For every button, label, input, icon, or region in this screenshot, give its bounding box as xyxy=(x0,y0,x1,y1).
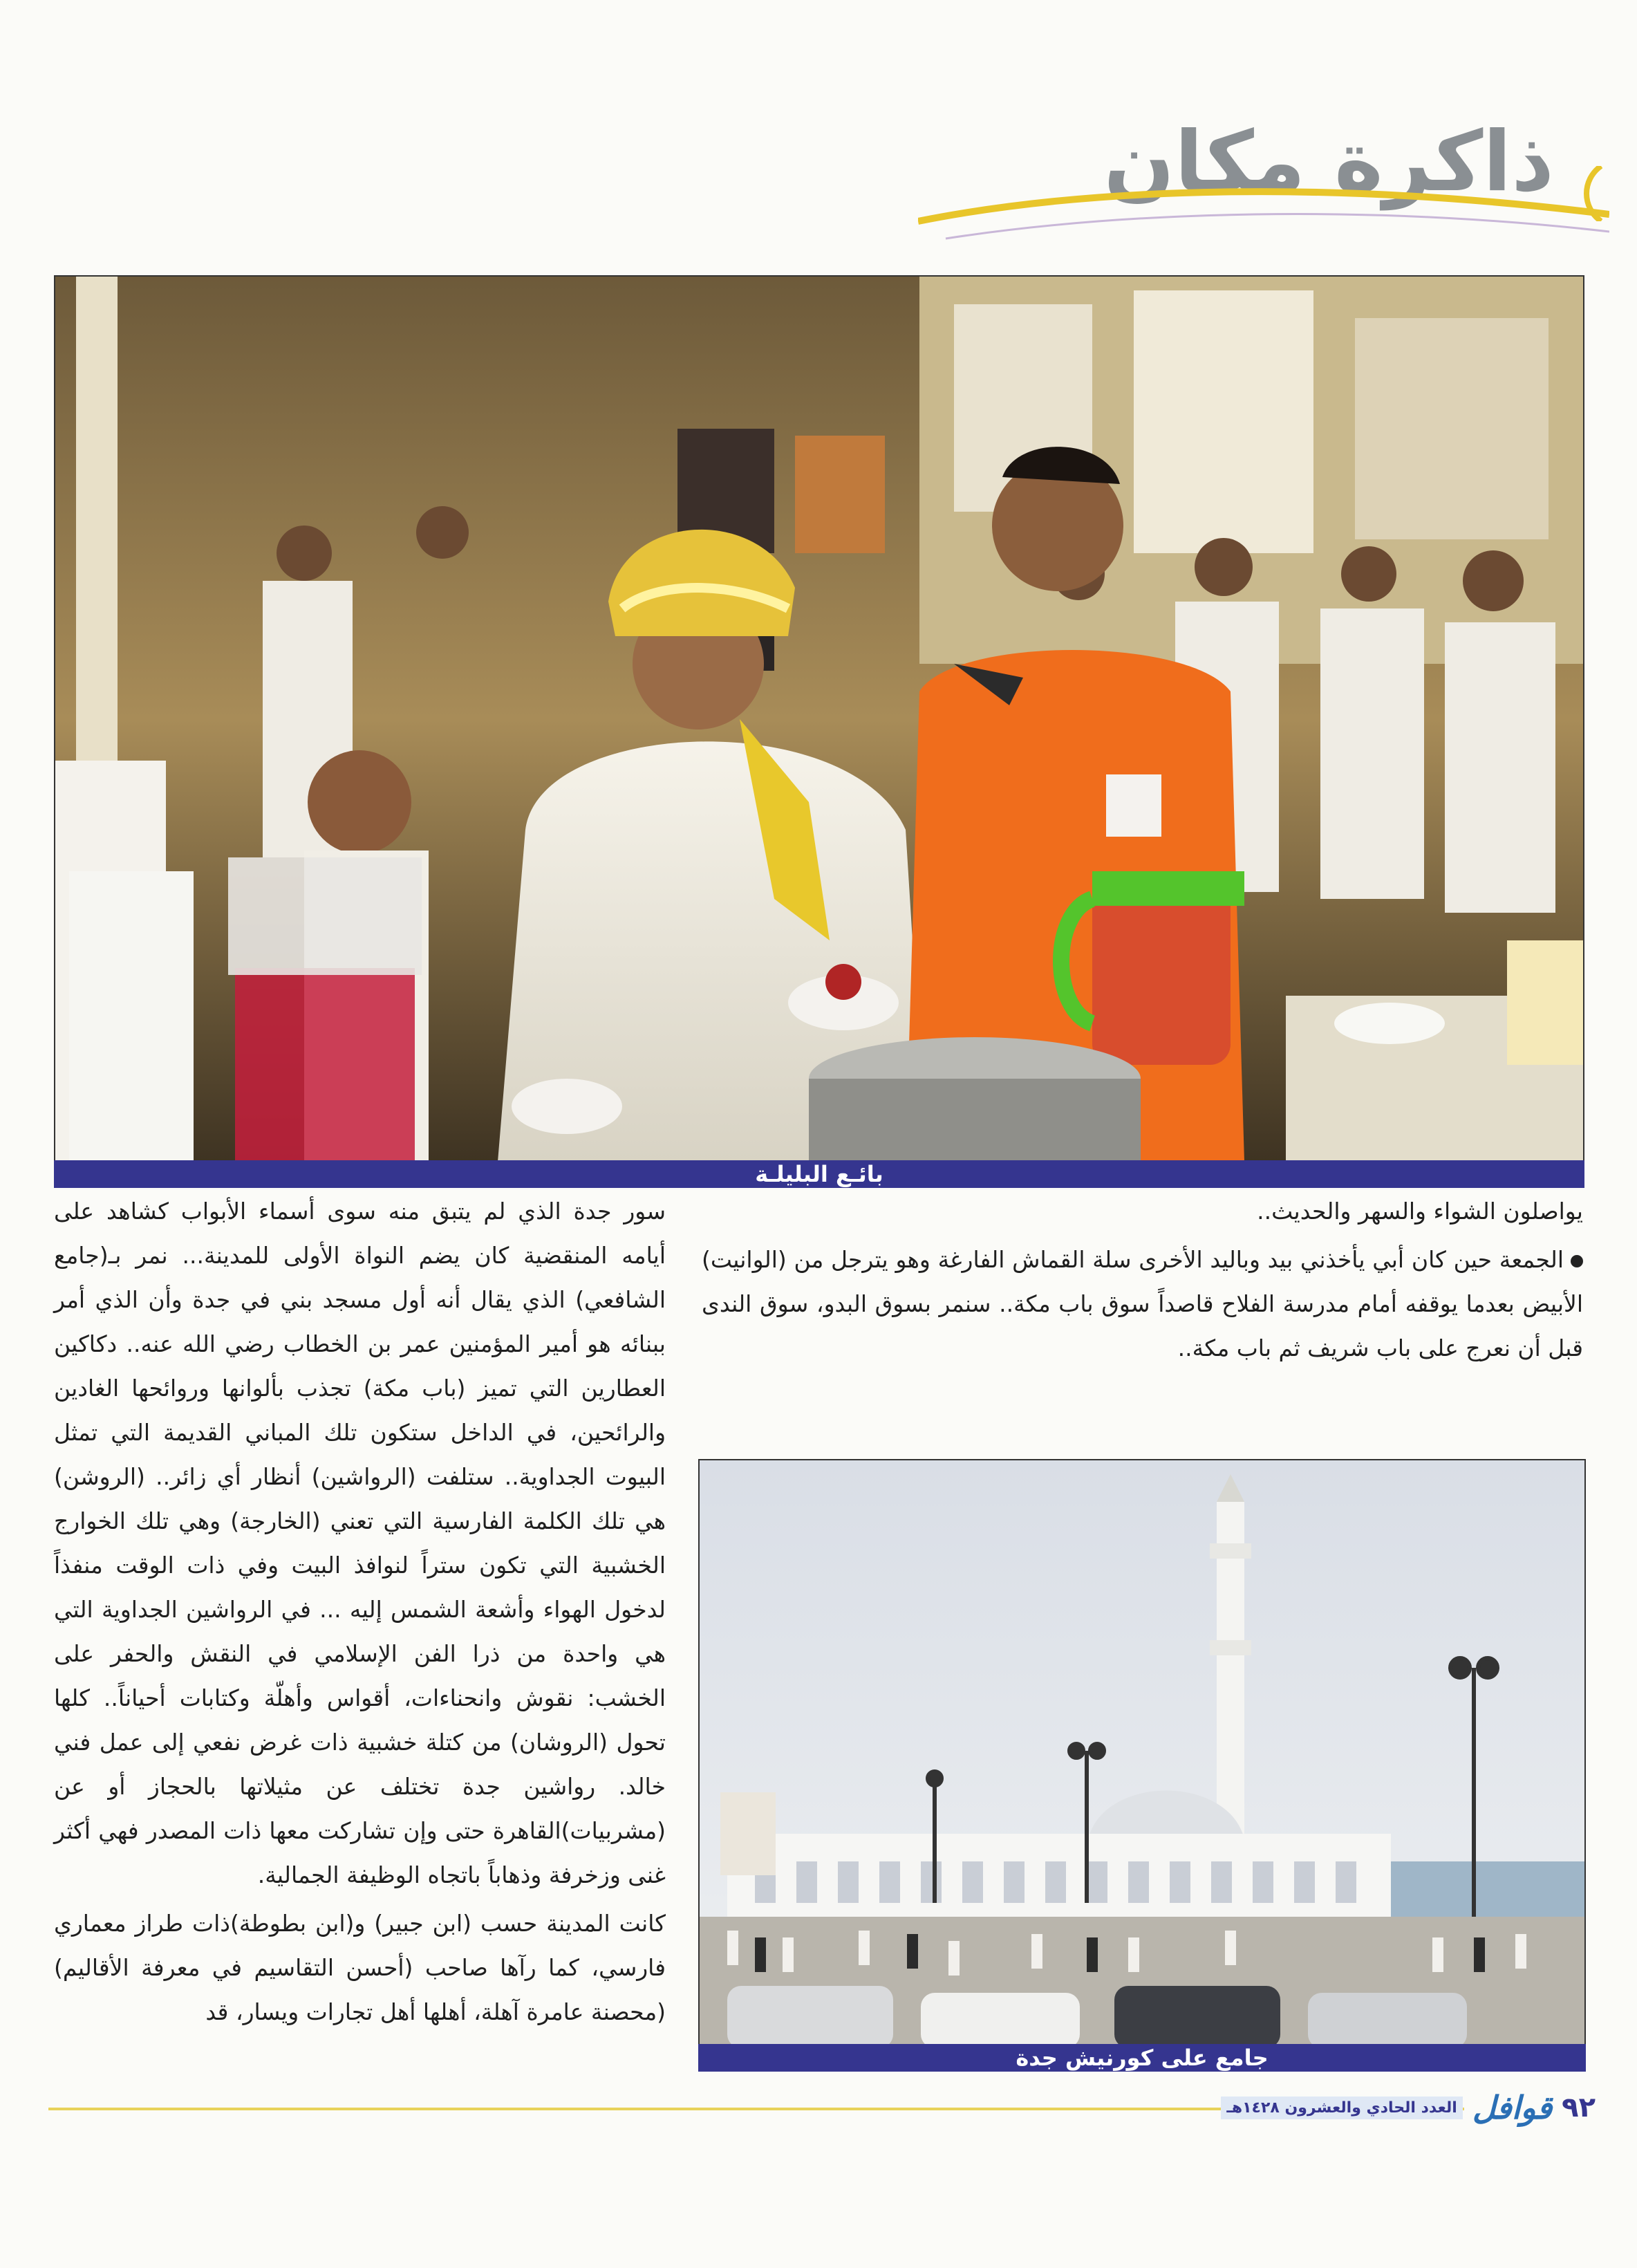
vendor-photo-caption: بائـع البليلـة xyxy=(54,1160,1584,1188)
mosque-photo-caption: جامع على كورنيش جدة xyxy=(698,2044,1586,2072)
title-swoosh-decoration xyxy=(918,173,1609,256)
section-title-text: ذاكرة مكان xyxy=(1103,114,1554,210)
paragraph: كانت المدينة حسب (ابن جبير) و(ابن بطوطة)ذات طراز معماري فارسي، كما رآها صاحب (أحسن التقاسيم في معرفة الأقاليم)(محصنة عامرة آهلة، أهلها أهل تجارات ويسار، قد xyxy=(54,1910,666,2025)
left-column-text xyxy=(54,1189,666,2038)
magazine-logo: قوافل xyxy=(1472,2089,1553,2126)
bullet-icon xyxy=(1571,1255,1583,1267)
issue-info: العدد الحادي والعشرون ١٤٢٨هـ xyxy=(1221,2097,1463,2119)
paragraph-text: الجمعة حين كان أبي يأخذني بيد وباليد الأخرى سلة القماش الفارغة وهو يترجل من (الوانيت) الأبيض بعدما يوقفه أمام مدرسة الفلاح قاصداً سوق باب مكة.. سنمر بسوق البدو، سوق الندى قبل أن نعرج على باب شريف ثم باب مكة.. xyxy=(702,1246,1583,1361)
page-number: ٩٢ xyxy=(1562,2092,1596,2123)
paragraph: يواصلون الشواء والسهر والحديث.. xyxy=(1257,1198,1583,1225)
paragraph: سور جدة الذي لم يتبق منه سوى أسماء الأبواب كشاهد على أيامه المنقضية كان يضم النواة الأولى للمدينة... نمر بـ(جامع الشافعي) الذي يقال أنه أول مسجد بني في جدة وأن الذي أمر ببنائه هو أمير المؤمنين عمر بن الخطاب رضي الله عنه.. دكاكين العطارين التي تميز (باب مكة) تجذب بألوانها وروائحها الغادين والرائحين، في الداخل ستكون تلك المباني القديمة التي تمثل البيوت الجداوية.. ستلفت (الرواشين) أنظار أي زائر.. (الروشن) هي تلك الكلمة الفارسية التي تعني (الخارجة) وهي تلك الخوارج الخشبية التي تكون ستراً لنوافذ البيت وفي ذات الوقت منفذاً لدخول الهواء وأشعة الشمس إليه ... في الرواشين الجداوية التي هي واحدة من ذرا الفن الإسلامي في النقش والحفر على الخشب: نقوش وانحناءات، أقواس وأهلّة وكتابات أحياناً.. كلها تحول (الروشان) من كتلة خشبية ذات غرض نفعي إلى عمل فني خالد. رواشين جدة تختلف عن مثيلاتها بالحجاز أو عن (مشربيات)القاهرة حتى وإن تشاركت معها ذات المصدر فهي أكثر غنى وزخرفة وذهاباً باتجاه الوظيفة الجمالية. xyxy=(54,1198,666,1888)
mosque-photo xyxy=(698,1459,1586,2047)
vendor-photo xyxy=(54,275,1584,1163)
title-accent-decoration xyxy=(1575,166,1602,221)
page-footer xyxy=(1221,2087,1596,2128)
vendor-photo-illustration xyxy=(55,277,1583,1162)
right-column-top-text xyxy=(702,1189,1583,1375)
mosque-photo-illustration xyxy=(700,1460,1584,2045)
paragraph-with-bullet xyxy=(702,1238,1583,1370)
